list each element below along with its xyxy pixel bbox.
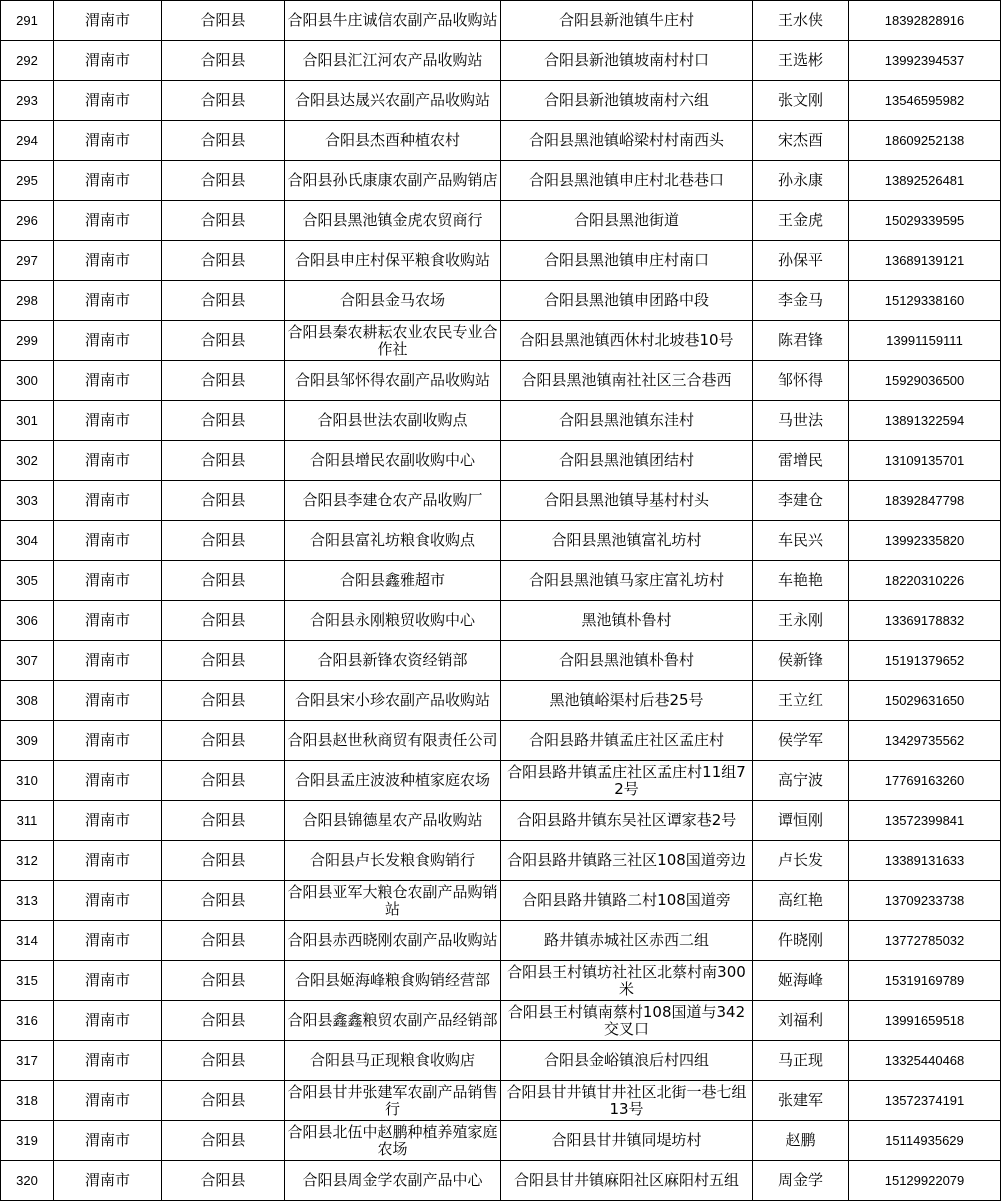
row-number: 304: [1, 521, 54, 561]
contact-name-cell: 王水侠: [753, 1, 849, 41]
phone-cell: 18392828916: [849, 1, 1001, 41]
county-cell: 合阳县: [162, 1081, 285, 1121]
city-cell: 渭南市: [54, 1121, 162, 1161]
business-name-cell: 合阳县亚军大粮仓农副产品购销站: [285, 881, 501, 921]
county-cell: 合阳县: [162, 161, 285, 201]
phone-cell: 13892526481: [849, 161, 1001, 201]
county-cell: 合阳县: [162, 961, 285, 1001]
city-cell: 渭南市: [54, 841, 162, 881]
city-cell: 渭南市: [54, 41, 162, 81]
phone-cell: 13991659518: [849, 1001, 1001, 1041]
contact-name-cell: 侯学军: [753, 721, 849, 761]
contact-name-cell: 仵晓刚: [753, 921, 849, 961]
address-cell: 合阳县王村镇坊社社区北蔡村南300米: [501, 961, 753, 1001]
phone-cell: 13709233738: [849, 881, 1001, 921]
row-number: 296: [1, 201, 54, 241]
contact-name-cell: 车艳艳: [753, 561, 849, 601]
contact-name-cell: 周金学: [753, 1161, 849, 1201]
city-cell: 渭南市: [54, 961, 162, 1001]
phone-cell: 15029631650: [849, 681, 1001, 721]
address-cell: 合阳县黑池镇团结村: [501, 441, 753, 481]
phone-cell: 13546595982: [849, 81, 1001, 121]
business-name-cell: 合阳县邹怀得农副产品收购站: [285, 361, 501, 401]
address-cell: 合阳县甘井镇同堤坊村: [501, 1121, 753, 1161]
table-row: [1, 601, 1001, 641]
city-cell: 渭南市: [54, 881, 162, 921]
contact-name-cell: 孙永康: [753, 161, 849, 201]
business-name-cell: 合阳县达晟兴农副产品收购站: [285, 81, 501, 121]
phone-cell: 13991159111: [849, 321, 1001, 361]
row-number: 313: [1, 881, 54, 921]
business-name-cell: 合阳县甘井张建军农副产品销售行: [285, 1081, 501, 1121]
phone-cell: 13891322594: [849, 401, 1001, 441]
county-cell: 合阳县: [162, 321, 285, 361]
phone-cell: 13325440468: [849, 1041, 1001, 1081]
county-cell: 合阳县: [162, 561, 285, 601]
county-cell: 合阳县: [162, 281, 285, 321]
business-name-cell: 合阳县孙氏康康农副产品购销店: [285, 161, 501, 201]
phone-cell: 15029339595: [849, 201, 1001, 241]
county-cell: 合阳县: [162, 881, 285, 921]
business-name-cell: 合阳县汇江河农产品收购站: [285, 41, 501, 81]
row-number: 319: [1, 1121, 54, 1161]
business-name-cell: 合阳县新锋农资经销部: [285, 641, 501, 681]
address-cell: 合阳县黑池镇申庄村南口: [501, 241, 753, 281]
phone-cell: 15191379652: [849, 641, 1001, 681]
table-row: [1, 1081, 1001, 1121]
city-cell: 渭南市: [54, 681, 162, 721]
phone-cell: 13572399841: [849, 801, 1001, 841]
contact-name-cell: 卢长发: [753, 841, 849, 881]
city-cell: 渭南市: [54, 401, 162, 441]
contact-name-cell: 谭恒刚: [753, 801, 849, 841]
row-number: 291: [1, 1, 54, 41]
business-name-cell: 合阳县增民农副收购中心: [285, 441, 501, 481]
phone-cell: 13992394537: [849, 41, 1001, 81]
business-name-cell: 合阳县黑池镇金虎农贸商行: [285, 201, 501, 241]
business-name-cell: 合阳县鑫雅超市: [285, 561, 501, 601]
row-number: 298: [1, 281, 54, 321]
city-cell: 渭南市: [54, 161, 162, 201]
row-number: 308: [1, 681, 54, 721]
county-cell: 合阳县: [162, 121, 285, 161]
row-number: 316: [1, 1001, 54, 1041]
city-cell: 渭南市: [54, 561, 162, 601]
row-number: 292: [1, 41, 54, 81]
city-cell: 渭南市: [54, 1001, 162, 1041]
contact-name-cell: 马正现: [753, 1041, 849, 1081]
business-name-cell: 合阳县孟庄波波种植家庭农场: [285, 761, 501, 801]
table-row: [1, 1161, 1001, 1201]
contact-name-cell: 李建仓: [753, 481, 849, 521]
county-cell: 合阳县: [162, 201, 285, 241]
city-cell: 渭南市: [54, 241, 162, 281]
city-cell: 渭南市: [54, 1, 162, 41]
business-name-cell: 合阳县北伍中赵鹏种植养殖家庭农场: [285, 1121, 501, 1161]
city-cell: 渭南市: [54, 1161, 162, 1201]
row-number: 309: [1, 721, 54, 761]
county-cell: 合阳县: [162, 681, 285, 721]
county-cell: 合阳县: [162, 1001, 285, 1041]
address-cell: 合阳县甘井镇麻阳社区麻阳村五组: [501, 1161, 753, 1201]
contact-name-cell: 李金马: [753, 281, 849, 321]
contact-name-cell: 赵鹏: [753, 1121, 849, 1161]
table-row: [1, 41, 1001, 81]
address-cell: 合阳县新池镇坡南村六组: [501, 81, 753, 121]
address-cell: 合阳县新池镇坡南村村口: [501, 41, 753, 81]
phone-cell: 13689139121: [849, 241, 1001, 281]
table-row: [1, 81, 1001, 121]
table-row: [1, 801, 1001, 841]
city-cell: 渭南市: [54, 1081, 162, 1121]
business-name-cell: 合阳县赵世秋商贸有限责任公司: [285, 721, 501, 761]
contact-name-cell: 侯新锋: [753, 641, 849, 681]
business-name-cell: 合阳县永刚粮贸收购中心: [285, 601, 501, 641]
county-cell: 合阳县: [162, 361, 285, 401]
county-cell: 合阳县: [162, 641, 285, 681]
city-cell: 渭南市: [54, 441, 162, 481]
business-name-cell: 合阳县卢长发粮食购销行: [285, 841, 501, 881]
contact-name-cell: 刘福利: [753, 1001, 849, 1041]
address-cell: 合阳县黑池街道: [501, 201, 753, 241]
table-row: [1, 761, 1001, 801]
business-name-cell: 合阳县申庄村保平粮食收购站: [285, 241, 501, 281]
row-number: 306: [1, 601, 54, 641]
address-cell: 路井镇赤城社区赤西二组: [501, 921, 753, 961]
phone-cell: 18392847798: [849, 481, 1001, 521]
phone-cell: 13992335820: [849, 521, 1001, 561]
address-cell: 合阳县路井镇东吴社区谭家巷2号: [501, 801, 753, 841]
contact-name-cell: 宋杰酉: [753, 121, 849, 161]
business-name-cell: 合阳县宋小珍农副产品收购站: [285, 681, 501, 721]
table-row: [1, 1, 1001, 41]
phone-cell: 15129338160: [849, 281, 1001, 321]
table-row: [1, 961, 1001, 1001]
phone-cell: 13369178832: [849, 601, 1001, 641]
contact-name-cell: 王立红: [753, 681, 849, 721]
row-number: 307: [1, 641, 54, 681]
address-cell: 合阳县黑池镇南社社区三合巷西: [501, 361, 753, 401]
business-name-cell: 合阳县赤西晓刚农副产品收购站: [285, 921, 501, 961]
contact-name-cell: 高红艳: [753, 881, 849, 921]
table-row: [1, 481, 1001, 521]
row-number: 300: [1, 361, 54, 401]
county-cell: 合阳县: [162, 481, 285, 521]
row-number: 311: [1, 801, 54, 841]
city-cell: 渭南市: [54, 81, 162, 121]
table-row: [1, 521, 1001, 561]
business-name-cell: 合阳县杰酉种植农村: [285, 121, 501, 161]
table-row: [1, 721, 1001, 761]
table-row: [1, 121, 1001, 161]
row-number: 303: [1, 481, 54, 521]
city-cell: 渭南市: [54, 761, 162, 801]
row-number: 318: [1, 1081, 54, 1121]
phone-cell: 15929036500: [849, 361, 1001, 401]
business-name-cell: 合阳县鑫鑫粮贸农副产品经销部: [285, 1001, 501, 1041]
address-cell: 合阳县黑池镇峪梁村村南西头: [501, 121, 753, 161]
row-number: 294: [1, 121, 54, 161]
table-row: [1, 681, 1001, 721]
row-number: 315: [1, 961, 54, 1001]
contact-name-cell: 陈君锋: [753, 321, 849, 361]
table-row: [1, 401, 1001, 441]
address-cell: 合阳县黑池镇朴鲁村: [501, 641, 753, 681]
business-name-cell: 合阳县富礼坊粮食收购点: [285, 521, 501, 561]
row-number: 317: [1, 1041, 54, 1081]
county-cell: 合阳县: [162, 521, 285, 561]
county-cell: 合阳县: [162, 761, 285, 801]
city-cell: 渭南市: [54, 801, 162, 841]
address-cell: 黑池镇朴鲁村: [501, 601, 753, 641]
table-row: [1, 281, 1001, 321]
phone-cell: 13772785032: [849, 921, 1001, 961]
row-number: 305: [1, 561, 54, 601]
address-cell: 合阳县黑池镇马家庄富礼坊村: [501, 561, 753, 601]
county-cell: 合阳县: [162, 441, 285, 481]
address-cell: 合阳县金峪镇浪后村四组: [501, 1041, 753, 1081]
business-name-cell: 合阳县马正现粮食收购店: [285, 1041, 501, 1081]
contact-name-cell: 邹怀得: [753, 361, 849, 401]
contact-name-cell: 王选彬: [753, 41, 849, 81]
business-name-cell: 合阳县世法农副收购点: [285, 401, 501, 441]
contact-name-cell: 孙保平: [753, 241, 849, 281]
table-row: [1, 1121, 1001, 1161]
contact-name-cell: 车民兴: [753, 521, 849, 561]
contact-name-cell: 马世法: [753, 401, 849, 441]
contact-name-cell: 王金虎: [753, 201, 849, 241]
phone-cell: 13389131633: [849, 841, 1001, 881]
phone-cell: 15129922079: [849, 1161, 1001, 1201]
table-row: [1, 641, 1001, 681]
row-number: 320: [1, 1161, 54, 1201]
contact-name-cell: 雷增民: [753, 441, 849, 481]
city-cell: 渭南市: [54, 281, 162, 321]
business-name-cell: 合阳县锦德星农产品收购站: [285, 801, 501, 841]
table-row: [1, 441, 1001, 481]
business-name-cell: 合阳县金马农场: [285, 281, 501, 321]
table-row: [1, 321, 1001, 361]
business-name-cell: 合阳县李建仓农产品收购厂: [285, 481, 501, 521]
county-cell: 合阳县: [162, 401, 285, 441]
city-cell: 渭南市: [54, 1041, 162, 1081]
table-row: [1, 161, 1001, 201]
county-cell: 合阳县: [162, 1041, 285, 1081]
phone-cell: 18609252138: [849, 121, 1001, 161]
table-row: [1, 1001, 1001, 1041]
address-cell: 合阳县黑池镇申庄村北巷巷口: [501, 161, 753, 201]
county-cell: 合阳县: [162, 601, 285, 641]
contact-name-cell: 王永刚: [753, 601, 849, 641]
address-cell: 合阳县路井镇孟庄社区孟庄村11组72号: [501, 761, 753, 801]
address-cell: 合阳县新池镇牛庄村: [501, 1, 753, 41]
table-row: [1, 561, 1001, 601]
address-cell: 黑池镇峪渠村后巷25号: [501, 681, 753, 721]
row-number: 295: [1, 161, 54, 201]
city-cell: 渭南市: [54, 121, 162, 161]
phone-cell: 13109135701: [849, 441, 1001, 481]
county-cell: 合阳县: [162, 921, 285, 961]
county-cell: 合阳县: [162, 241, 285, 281]
phone-cell: 15319169789: [849, 961, 1001, 1001]
address-cell: 合阳县黑池镇西休村北坡巷10号: [501, 321, 753, 361]
contact-name-cell: 张建军: [753, 1081, 849, 1121]
table-row: [1, 841, 1001, 881]
row-number: 293: [1, 81, 54, 121]
table-row: [1, 201, 1001, 241]
address-cell: 合阳县黑池镇东洼村: [501, 401, 753, 441]
table-row: [1, 241, 1001, 281]
table-row: [1, 1041, 1001, 1081]
business-name-cell: 合阳县秦农耕耘农业农民专业合作社: [285, 321, 501, 361]
city-cell: 渭南市: [54, 481, 162, 521]
city-cell: 渭南市: [54, 921, 162, 961]
address-cell: 合阳县甘井镇甘井社区北街一巷七组13号: [501, 1081, 753, 1121]
row-number: 299: [1, 321, 54, 361]
county-cell: 合阳县: [162, 841, 285, 881]
business-name-cell: 合阳县姬海峰粮食购销经营部: [285, 961, 501, 1001]
phone-cell: 13572374191: [849, 1081, 1001, 1121]
phone-cell: 17769163260: [849, 761, 1001, 801]
row-number: 314: [1, 921, 54, 961]
city-cell: 渭南市: [54, 361, 162, 401]
row-number: 302: [1, 441, 54, 481]
row-number: 310: [1, 761, 54, 801]
table-row: [1, 921, 1001, 961]
county-cell: 合阳县: [162, 41, 285, 81]
table-row: [1, 881, 1001, 921]
row-number: 297: [1, 241, 54, 281]
contact-name-cell: 张文刚: [753, 81, 849, 121]
address-cell: 合阳县王村镇南蔡村108国道与342交叉口: [501, 1001, 753, 1041]
row-number: 301: [1, 401, 54, 441]
row-number: 312: [1, 841, 54, 881]
county-cell: 合阳县: [162, 1121, 285, 1161]
address-cell: 合阳县黑池镇富礼坊村: [501, 521, 753, 561]
address-cell: 合阳县路井镇路三社区108国道旁边: [501, 841, 753, 881]
city-cell: 渭南市: [54, 201, 162, 241]
phone-cell: 18220310226: [849, 561, 1001, 601]
address-cell: 合阳县路井镇路二村108国道旁: [501, 881, 753, 921]
table-row: [1, 361, 1001, 401]
city-cell: 渭南市: [54, 321, 162, 361]
city-cell: 渭南市: [54, 641, 162, 681]
contact-name-cell: 高宁波: [753, 761, 849, 801]
address-cell: 合阳县路井镇孟庄社区孟庄村: [501, 721, 753, 761]
county-cell: 合阳县: [162, 1161, 285, 1201]
business-name-cell: 合阳县周金学农副产品中心: [285, 1161, 501, 1201]
phone-cell: 13429735562: [849, 721, 1001, 761]
county-cell: 合阳县: [162, 801, 285, 841]
contact-name-cell: 姬海峰: [753, 961, 849, 1001]
address-cell: 合阳县黑池镇导基村村头: [501, 481, 753, 521]
business-name-cell: 合阳县牛庄诚信农副产品收购站: [285, 1, 501, 41]
county-cell: 合阳县: [162, 81, 285, 121]
city-cell: 渭南市: [54, 601, 162, 641]
phone-cell: 15114935629: [849, 1121, 1001, 1161]
county-cell: 合阳县: [162, 721, 285, 761]
address-cell: 合阳县黑池镇申团路中段: [501, 281, 753, 321]
county-cell: 合阳县: [162, 1, 285, 41]
city-cell: 渭南市: [54, 721, 162, 761]
city-cell: 渭南市: [54, 521, 162, 561]
